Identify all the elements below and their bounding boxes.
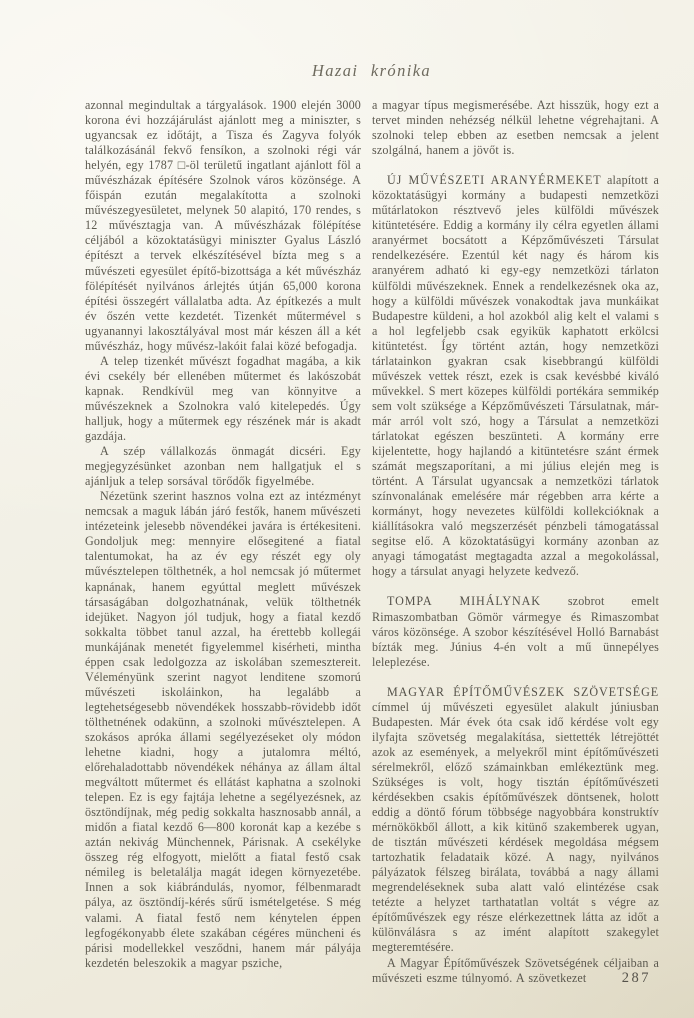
paragraph-text: szobrot emelt Rimaszombatban Gömör vármegye és Rimaszombat város közönsége. A szobor készítésével Holló Barnabást bízták meg. Június 4-én volt a mű ünnepélyes leleplezése. — [372, 594, 659, 669]
page-number: 287 — [621, 970, 651, 986]
paragraph-text: alapított a közoktatásügyi kormány a budapesti nemzetközi műtárlatokon résztvevő jeles külföldi művészek kitüntetésére. Eddig a kormány ily célra egyetlen állami aranyérmet bocsátott a Képzőművészeti Társulat rendelkezésére. Ezentúl két nagy és három kis aranyérem adható ki egy-egy nemzetközi tárlaton külföldi művészeknek. Ennek a rendelkezésnek oka az, hogy a külföldi művészek vonakodtak java munkáikat Budapestre küldeni, a hol azokból alig kelt el valami s a hol legfeljebb csak egyikük kaphatott erkölcsi kitüntetést. Így történt aztán, hogy nemzetközi tárlatainkon gyakran csak kisebbrangú külföldi művészek vettek részt, ezek is csak kevésbbé kiváló művekkel. S mert közepes külföldi portékára semmikép sem volt szüksége a Képzőművészeti Társulatnak, már-már arról volt szó, hogy a Társulat a nemzetközi tárlatokat egészen beszünteti. A kormány erre kijelentette, hogy hajlandó a kitüntetésre szánt érmek számát megszaporítani, a mi július elején meg is történt. A Társulat ugyancsak a nemzetközi tárlatok színvonalának emelésére már régebben arra kérte a kormányt, hogy nevezetes külföldi kollekcióknak a kiállításokra való megszerzését pénzbeli támogatással segitse elő. A közoktatásügyi kormány azonban az anyagi támogatást megtagadta azzal a megokolással, hogy a társulat anyagi helyzete kedvező. — [372, 173, 659, 579]
paragraph: A Magyar Építőművészek Szövetségének céljaiban a művészeti eszme túlnyomó. A szövetkezet — [372, 955, 659, 985]
paragraph: Nézetünk szerint hasznos volna ezt az intézményt nemcsak a maguk lábán járó festők, hanem művészeti intézeteink jelesebb növendékei javára is értékesiteni. Gondoljuk meg: mennyire elősegitené a fiatal talentumokat, ha az év egy részét egy oly művésztelepen tölthetnék, a hol nemcsak jó műtermet kapnának, hanem egyúttal meglett művészek társaságában dolgozhatnának, velük tölthetnék idejüket. Nagyon jól tudjuk, hogy a fiatal kezdő sokkalta többet tanul azzal, ha érettebb kollegái munkájának menetét figyelemmel kisérheti, mintha éppen csak ledolgozza az iskolában szemesztereit. Véleményünk szerint nagyot lenditene szomorú művészeti iskoláinkon, ha legalább a legtehetségesebb növendékek hosszabb-rövidebb időt tölthetnének odakünn, a szolnoki művésztelepen. A szokásos apróka állami segélyezéseket oly módon lehetne kiadni, hogy a jutalomra méltó, előrehaladottabb növendékek néhánya az állam által megváltott műtermet és ellátást kaphatna a szolnoki telepen. Ez is egy fajtája lehetne a segélyezésnek, az ösztöndíjnak, még pedig sokkalta hasznosabb annál, a midőn a fiatal kezdő 6—800 koronát kap a kezébe s aztán nekivág Münchennek, Párisnak. A csekélyke összeg rég elfogyott, mielőtt a fiatal festő csak némileg is beletalálja magát idegen környezetébe. Innen a sok kiábrándulás, nyomor, félbenmaradt pálya, az ösztöndíj-kérés sűrű ismételgetése. S még valami. A fiatal festő nem kénytelen éppen legfogékonyabb élete szakában cégéres müncheni és párisi modellekkel vesződni, hanem már pályája kezdetén beleszokik a magyar psziche, — [85, 489, 361, 970]
section-paragraph — [372, 685, 659, 956]
paragraph: A telep tizenkét művészt fogadhat magába, a kik évi csekély bér ellenében műtermet és lakószobát kapnak. Rendkívül meg van könnyitve a művészeknek a Szolnokra való kitelepedés. Úgy halljuk, hogy a műtermek egy részének már is akadt gazdája. — [85, 353, 361, 444]
section-paragraph — [372, 173, 659, 579]
section-heading: TOMPA MIHÁLYNAK — [387, 594, 541, 609]
paragraph-text: címmel új művészeti egyesület alakult júniusban Budapesten. Már évek óta csak idő kérdése volt egy ilyfajta szövetség megalakítása, siettették létrejöttét azok az események, a melyekről mint építőművészeti sérelmekről, előző számainkban emlékeztünk meg. Szükséges is volt, hogy tisztán építőművészeti kérdésekben csakis építőművészek döntsenek, holott eddig a döntő fórum többsége nagyobbára konstruktív mérnökökből állott, a kik kitünő szakemberek ugyan, de tisztán művészeti kérdések megoldása mégsem tartozhatik feladataik közé. A nagy, nyilvános pályázatok félszeg birálata, továbbá a nagy állami megrendeléseknek suba alatt való elintézése csak tetézte a helyzet tarthatatlan voltát s végre az építőművészek egy része elérkezettnek látta az időt a különválásra s az imént alapított szakegylet megteremtésére. — [372, 699, 659, 955]
paragraph: a magyar típus megismerésébe. Azt hisszük, hogy ezt a tervet minden nehézség nélkül lehetne végrehajtani. A szolnoki telep ebben az esetben nemcsak a jelent szolgálná, hanem a jövőt is. — [372, 98, 659, 158]
left-column — [85, 98, 361, 971]
running-head-title: Hazai krónika — [311, 61, 432, 80]
section-heading: MAGYAR ÉPÍTŐMŰVÉSZEK SZÖVETSÉGE — [387, 684, 659, 699]
section-paragraph — [372, 594, 659, 669]
section-heading: ÚJ MŰVÉSZETI ARANYÉRMEKET — [387, 173, 602, 188]
paragraph: A szép vállalkozás önmagát dicséri. Egy megjegyzésünket azonban nem hallgatjuk el s ajánljuk a telep sorsával törődők figyelmébe. — [85, 444, 361, 489]
paragraph: azonnal megindultak a tárgyalások. 1900 elején 3000 korona évi hozzájárulást ajánlott meg a miniszter, s ugyancsak ez időtájt, a Tisza és Zagyva folyók találkozásánál fekvő fensíkon, a szolnoki régi vár helyén, egy 1787 □-öl területű ingatlant ajánlott föl a művészházak építésére Szolnok város közönsége. A főispán ezután megalakította a szolnoki művészegyesületet, melynek 50 alapitó, 170 rendes, s 12 művésztagja van. A művészházak fölépítése céljából a közoktatásügyi miniszter Gyalus László építészt a tervek elkészítésével bízta meg s a művészeti egyesület építő-bizottsága a két művészház fölépítését nyilvános árlejtés útján 65,000 korona építési összegért vállalatba adta. Az építkezés a mult év őszén vette kezdetét. Tizenkét műtermével s ugyanannyi lakosztályával most már készen áll a két művészház, hogy művész-lakóit falai közé befogadja. — [85, 98, 361, 353]
right-column — [372, 98, 659, 986]
